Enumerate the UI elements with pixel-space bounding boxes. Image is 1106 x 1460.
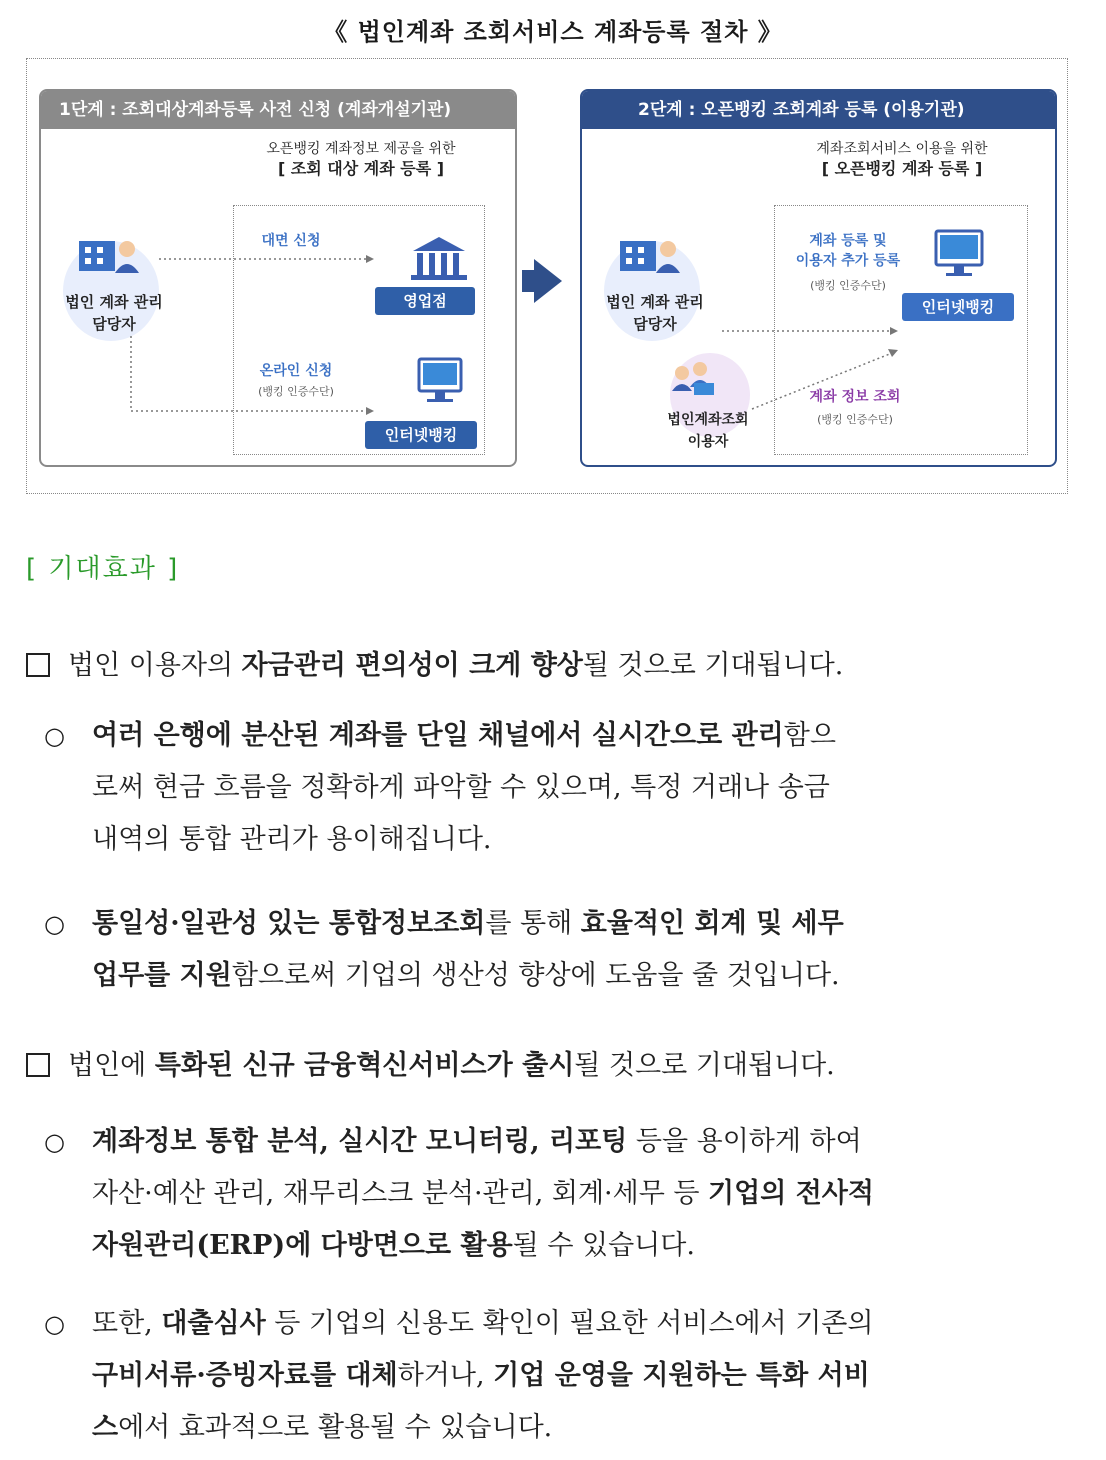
bullet-circle-icon: ○ (44, 1310, 65, 1338)
item4-text-2: 등 기업의 신용도 확인이 필요한 서비스에서 기존의 (265, 1308, 874, 1339)
item4-text-3: 하거나, (397, 1360, 494, 1391)
item1-text-1: 함으 (783, 720, 836, 751)
office-building-icon (79, 241, 139, 273)
para1-text-1: 법인 이용자의 (68, 650, 242, 681)
account-user-label (638, 409, 778, 453)
item2-text-1: 를 통해 (485, 908, 581, 939)
register-arrow-head (890, 327, 898, 335)
item3-text-2: 자산·예산 관리, 재무리스크 분석·관리, 회계·세무 등 (92, 1178, 709, 1209)
item-3 (92, 1116, 1082, 1272)
register-line2: 이용자 추가 등록 (795, 253, 901, 269)
para2-bold-1: 특화된 신규 금융혁신서비스가 출시 (154, 1050, 575, 1081)
item-2 (92, 898, 1082, 1002)
item3-bold-1: 계좌정보 통합 분석, 실시간 모니터링, 리포팅 (92, 1126, 628, 1157)
stage-2-subtitle-line1: 계좌조회서비스 이용을 위한 (816, 141, 988, 157)
item4-bold-4: 스 (92, 1412, 119, 1443)
user-group-icon (672, 362, 714, 395)
item2-bold-1: 통일성·일관성 있는 통합정보조회 (92, 908, 486, 939)
internet-banking-badge-1: 인터넷뱅킹 (365, 421, 477, 449)
stage-1-subtitle-line1: 오픈뱅킹 계좌정보 제공을 위한 (266, 141, 456, 157)
internet-banking-badge-2: 인터넷뱅킹 (902, 293, 1014, 321)
stage-1-panel (39, 89, 517, 467)
item3-line2 (92, 1168, 1082, 1220)
expected-effects-heading: [ 기대효과 ] (26, 554, 180, 584)
face-application-label: 대면 신청 (261, 233, 321, 249)
stage-1-subtitle-line2: [ 조회 대상 계좌 등록 ] (277, 159, 445, 178)
item4-line3 (92, 1402, 1082, 1454)
face-arrow-head (366, 255, 374, 263)
account-user-line2: 이용자 (687, 434, 729, 450)
online-auth-note: (뱅킹 인증수단) (258, 385, 334, 398)
stage-1-icons (41, 91, 519, 469)
branch-badge: 영업점 (375, 287, 475, 315)
bullet-circle-icon: ○ (44, 910, 65, 938)
item3-bold-2: 기업의 전사적 (708, 1178, 874, 1209)
para2-text-2: 될 것으로 기대됩니다. (574, 1050, 835, 1081)
para2-text-1: 법인에 (68, 1050, 155, 1081)
item2-line1 (92, 898, 1082, 950)
account-user-line1: 법인계좌조회 (667, 412, 749, 428)
register-label (778, 231, 918, 271)
item2-text-2: 함으로써 기업의 생산성 향상에 도움을 줄 것입니다. (231, 960, 840, 991)
para1-text-2: 될 것으로 기대됩니다. (582, 650, 844, 681)
item3-text-3: 될 수 있습니다. (512, 1230, 695, 1261)
paragraph-2 (26, 1040, 1086, 1092)
item3-line1 (92, 1116, 1082, 1168)
item3-text-1: 등을 용이하게 하여 (627, 1126, 862, 1157)
stage-1-person-label (49, 291, 179, 335)
item4-text-4: 에서 효과적으로 활용될 수 있습니다. (118, 1412, 553, 1443)
checkbox-square-icon (26, 1053, 50, 1077)
item1-line3: 내역의 통합 관리가 용이해집니다. (92, 824, 492, 855)
inquiry-auth-note: (뱅킹 인증수단) (817, 413, 893, 426)
stage-1-person-line1: 법인 계좌 관리 (65, 293, 163, 311)
stage-2-person-label (590, 291, 720, 335)
item3-line3 (92, 1220, 1082, 1272)
stage-2-person-line2: 담당자 (633, 315, 677, 333)
inquiry-arrow-head (888, 349, 898, 357)
registration-process-diagram (26, 58, 1068, 494)
page-title: 《 법인계좌 조회서비스 계좌등록 절차 》 (323, 18, 783, 46)
bullet-circle-icon: ○ (44, 1128, 65, 1156)
register-auth-note: (뱅킹 인증수단) (810, 279, 886, 292)
item4-bold-1: 대출심사 (161, 1308, 266, 1339)
stage-1-person-line2: 담당자 (92, 315, 136, 333)
item4-bold-3: 기업 운영을 지원하는 특화 서비 (493, 1360, 870, 1391)
office-building-icon-2 (620, 241, 680, 273)
stage-2-header: 2단계 : 오픈뱅킹 조회계좌 등록 (이용기관) (582, 91, 1055, 129)
bullet-circle-icon: ○ (44, 722, 65, 750)
item1-line1 (92, 710, 1082, 762)
para1-bold-1: 자금관리 편의성이 크게 향상 (241, 650, 583, 681)
online-application-label: 온라인 신청 (259, 363, 333, 379)
item1-line2: 로써 현금 흐름을 정확하게 파악할 수 있으며, 특정 거래나 송금 (92, 772, 830, 803)
item4-line2 (92, 1350, 1082, 1402)
item2-line2 (92, 950, 1082, 1002)
online-arrow-head (366, 407, 374, 415)
item3-bold-3: 자원관리(ERP)에 다방면으로 활용 (92, 1230, 513, 1261)
item2-bold-3: 업무를 지원 (92, 960, 232, 991)
computer-monitor-icon-2 (936, 231, 982, 276)
stage-1-header: 1단계 : 조회대상계좌등록 사전 신청 (계좌개설기관) (41, 91, 515, 129)
paragraph-1 (26, 640, 1086, 692)
item-1 (92, 710, 1082, 866)
item2-bold-2: 효율적인 회계 및 세무 (580, 908, 844, 939)
item-4 (92, 1298, 1082, 1454)
stage-transition-arrow-icon (534, 259, 562, 303)
inquiry-label: 계좌 정보 조회 (809, 389, 901, 405)
stage-2-panel (580, 89, 1057, 467)
item4-text-1: 또한, (92, 1308, 162, 1339)
item1-bold-1: 여러 은행에 분산된 계좌를 단일 채널에서 실시간으로 관리 (92, 720, 784, 751)
stage-2-subtitle-line2: [ 오픈뱅킹 계좌 등록 ] (821, 159, 983, 178)
register-line1: 계좌 등록 및 (809, 233, 887, 249)
item4-line1 (92, 1298, 1082, 1350)
stage-2-person-line1: 법인 계좌 관리 (606, 293, 704, 311)
checkbox-square-icon (26, 653, 50, 677)
computer-monitor-icon (419, 359, 461, 402)
bank-icon (411, 237, 467, 280)
item4-bold-2: 구비서류·증빙자료를 대체 (92, 1360, 398, 1391)
